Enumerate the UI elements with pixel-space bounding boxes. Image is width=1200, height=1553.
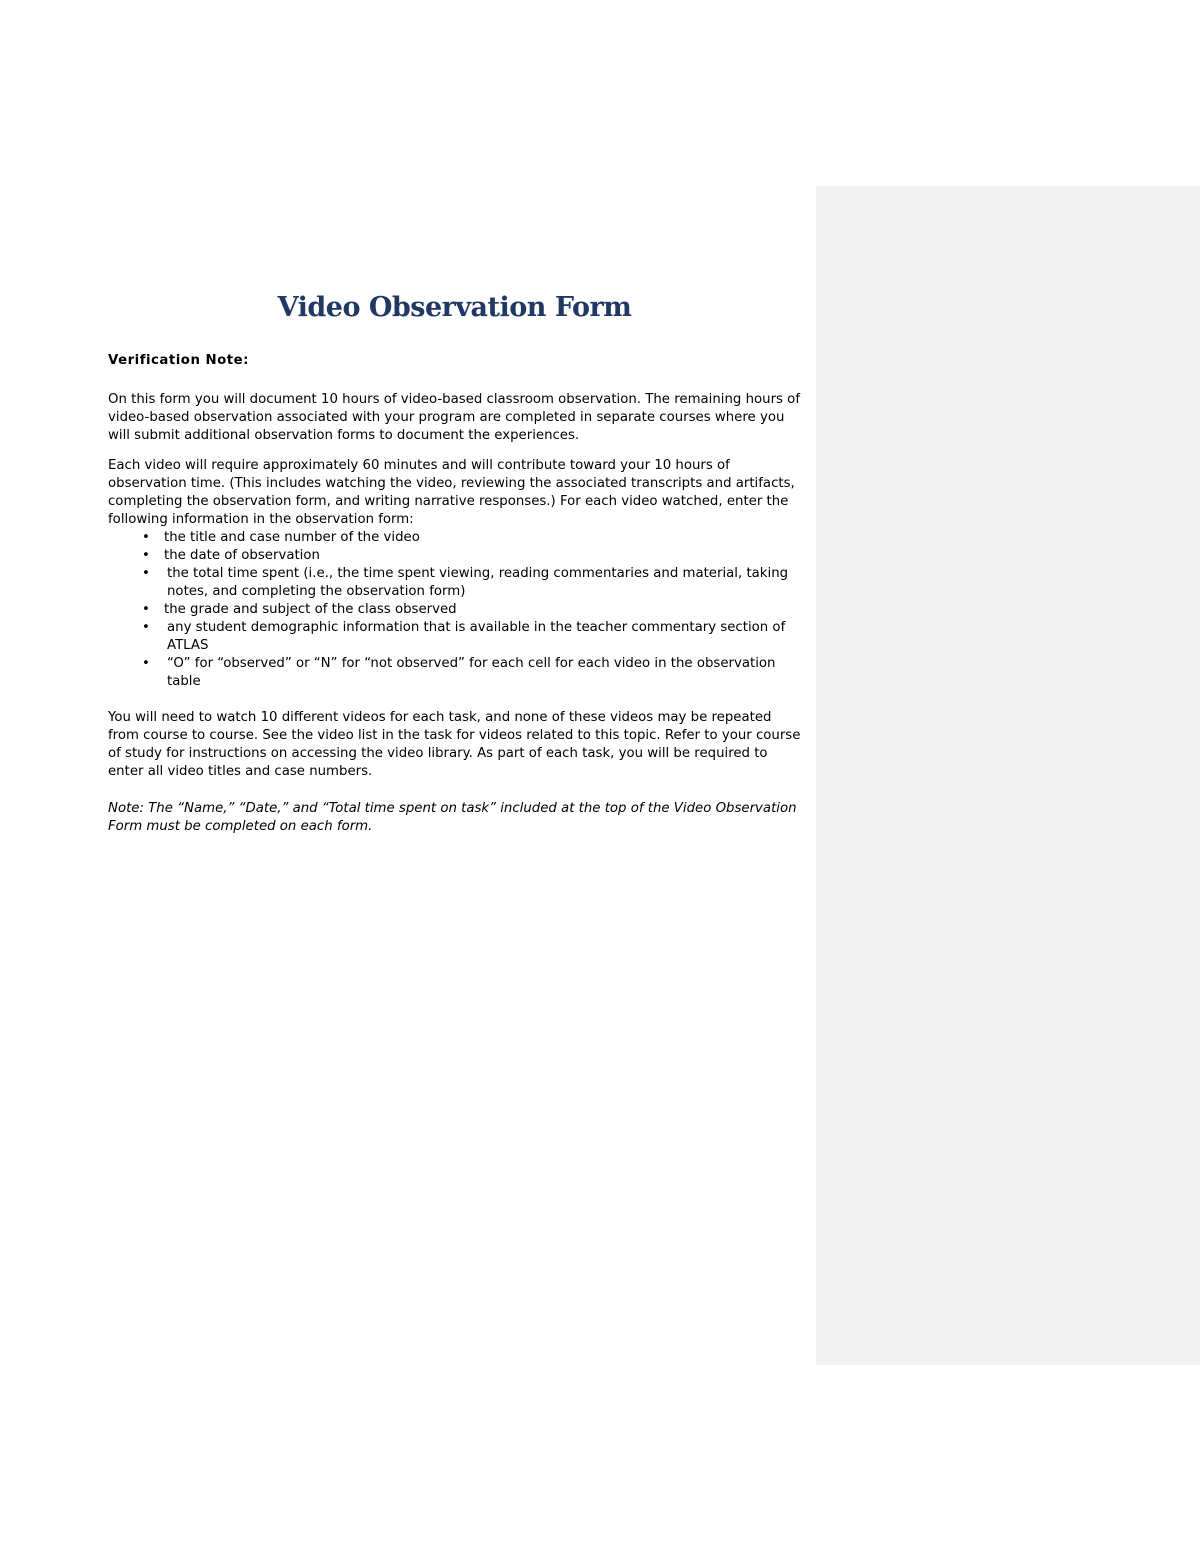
list-item [142,655,805,691]
list-item-text: the grade and subject of the class observed [164,602,457,617]
page-title: Video Observation Form [277,292,632,323]
list-item-text: the total time spent (i.e., the time spent viewing, reading commentaries and material, taking notes, and completing the observation form) [167,566,789,599]
paragraph-requirements: You will need to watch 10 different videos for each task, and none of these videos may be repeated from course to course. See the video list in the task for videos related to this topic. Refer to your course of study for instructions on accessing the video library. As part of each task, you will be required to enter all video titles and case numbers. [108,710,801,779]
bullet-icon: • [142,548,150,563]
bullet-icon: • [142,656,150,671]
list-item-text: “O” for “observed” or “N” for “not observed” for each cell for each video in the observation table [167,656,776,689]
note-text: Note: The “Name,” “Date,” and “Total time spent on task” included at the top of the Video Observation Form must be completed on each form. [108,801,797,834]
list-item-text: the date of observation [164,548,320,563]
bullet-icon: • [142,620,150,635]
bullet-icon: • [142,602,150,617]
bullet-icon: • [142,530,150,545]
paragraph-instructions: Each video will require approximately 60 minutes and will contribute toward your 10 hours of observation time. (This includes watching the video, reviewing the associated transcripts and artifacts, completing the observation form, and writing narrative responses.) For each video watched, enter the following information in the observation form: [108,458,795,527]
list-item [142,619,805,655]
verification-label: Verification Note: [108,353,249,368]
document-body [108,352,805,836]
bullet-icon: • [142,566,150,581]
list-item-text: any student demographic information that is available in the teacher commentary section of ATLAS [167,620,786,653]
paragraph-intro: On this form you will document 10 hours of video-based classroom observation. The remaining hours of video-based observation associated with your program are completed in separate courses where you will submit additional observation forms to document the experiences. [108,392,801,443]
list-item [142,547,805,565]
list-item [142,529,805,547]
bullet-list [108,529,805,691]
comment-pane [816,186,1200,1365]
list-item [142,565,805,601]
list-item [142,601,805,619]
list-item-text: the title and case number of the video [164,530,420,545]
